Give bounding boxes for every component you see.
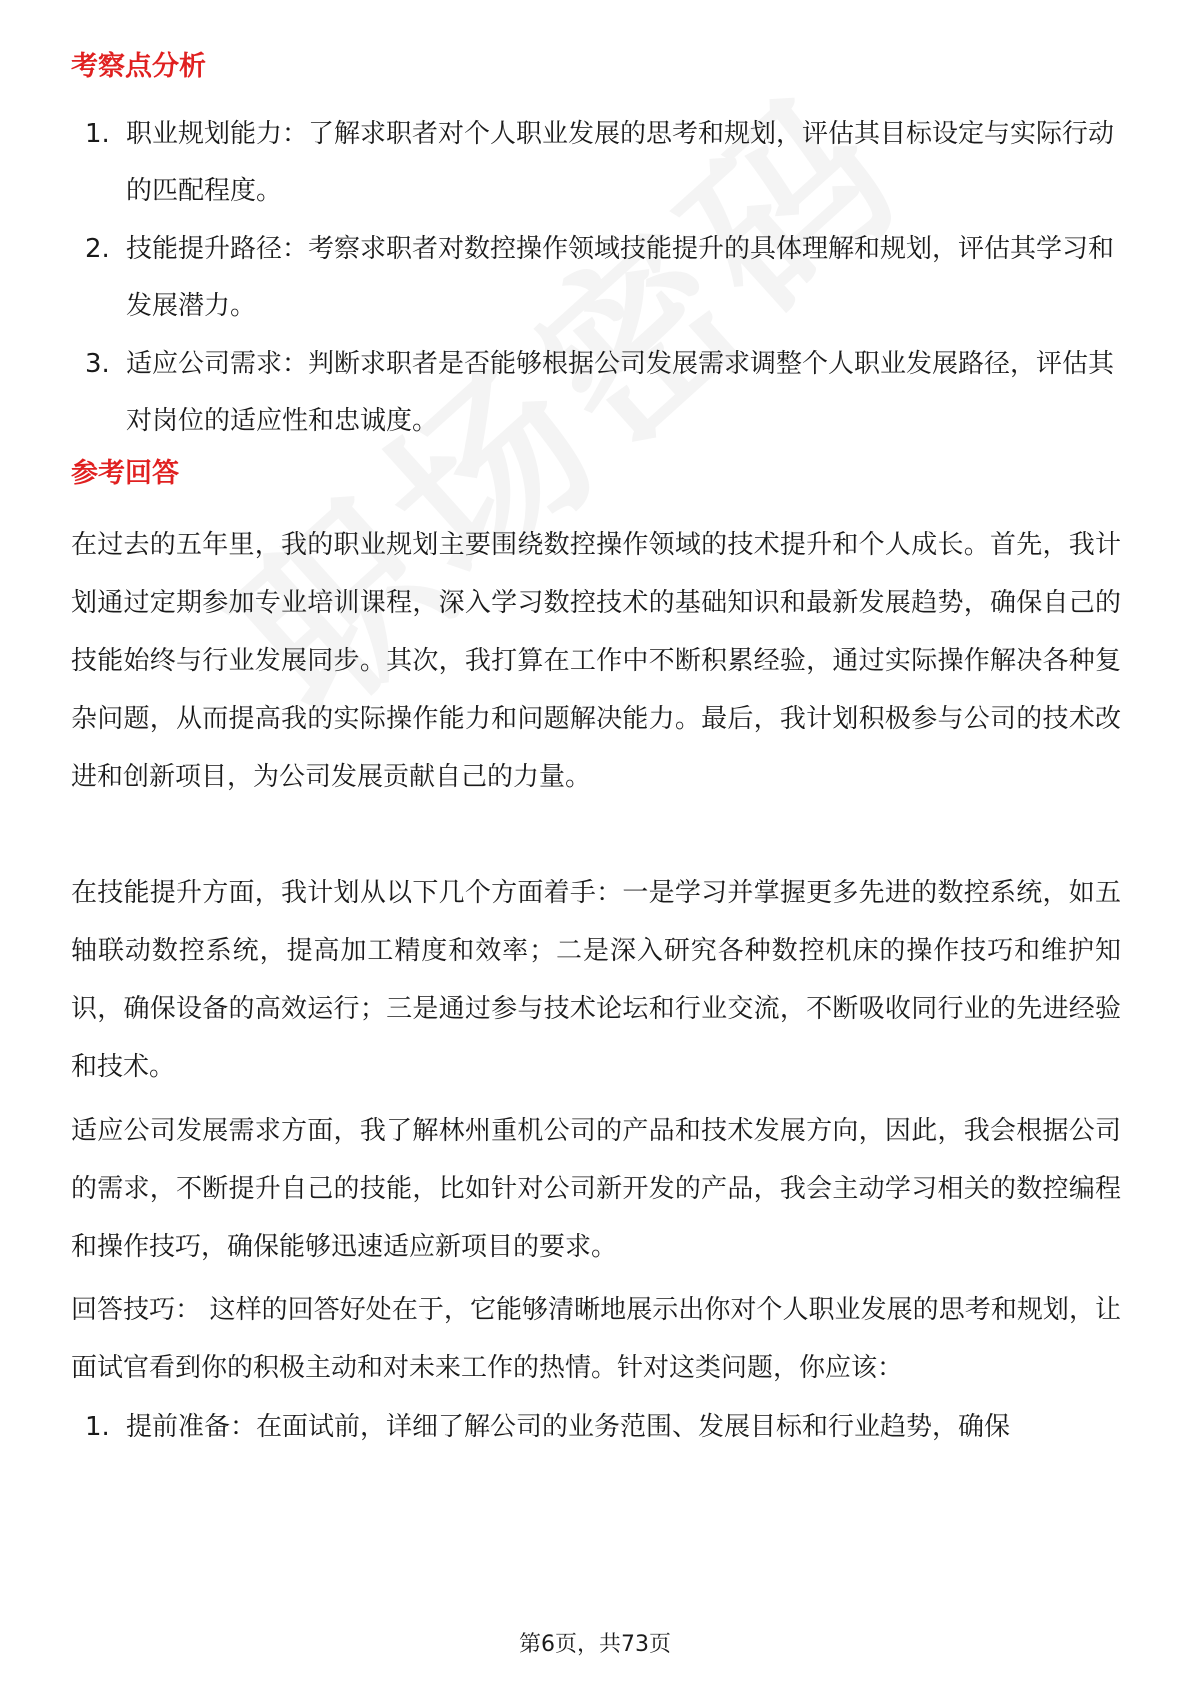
- list-item-text: 技能提升路径：考察求职者对数控操作领域技能提升的具体理解和规划，评估其学习和发展潜力。: [126, 234, 1115, 321]
- answer-paragraph-1: 在过去的五年里，我的职业规划主要围绕数控操作领域的技术提升和个人成长。首先，我计划通过定期参加专业培训课程，深入学习数控技术的基础知识和最新发展趋势，确保自己的技能始终与行业发展同步。其次，我打算在工作中不断积累经验，通过实际操作解决各种复杂问题，从而提高我的实际操作能力和问题解决能力。最后，我计划积极参与公司的技术改进和创新项目，为公司发展贡献自己的力量。: [71, 530, 1121, 792]
- list-item: [71, 336, 1121, 450]
- list-item: [71, 106, 1121, 220]
- list-item: [71, 1399, 1121, 1456]
- section-title-answer: 参考回答: [71, 458, 179, 489]
- tips-list: [71, 1399, 1121, 1456]
- list-number: 2.: [85, 234, 110, 264]
- list-number: 1.: [85, 1412, 110, 1442]
- answer-tips-paragraph: 回答技巧： 这样的回答好处在于，它能够清晰地展示出你对个人职业发展的思考和规划，让面试官看到你的积极主动和对未来工作的热情。针对这类问题，你应该：: [71, 1295, 1121, 1383]
- list-item-text: 提前准备：在面试前，详细了解公司的业务范围、发展目标和行业趋势，确保: [126, 1412, 1011, 1442]
- list-item: [71, 221, 1121, 335]
- list-number: 3.: [85, 349, 110, 379]
- answer-paragraph-2: 在技能提升方面，我计划从以下几个方面着手：一是学习并掌握更多先进的数控系统，如五轴联动数控系统，提高加工精度和效率；二是深入研究各种数控机床的操作技巧和维护知识，确保设备的高效运行；三是通过参与技术论坛和行业交流，不断吸收同行业的先进经验和技术。: [71, 878, 1121, 1082]
- page-footer: 第6页，共73页: [519, 1632, 671, 1657]
- list-item-text: 适应公司需求：判断求职者是否能够根据公司发展需求调整个人职业发展路径，评估其对岗位的适应性和忠诚度。: [126, 349, 1115, 436]
- answer-paragraph-3: 适应公司发展需求方面，我了解林州重机公司的产品和技术发展方向，因此，我会根据公司的需求，不断提升自己的技能，比如针对公司新开发的产品，我会主动学习相关的数控编程和操作技巧，确保能够迅速适应新项目的要求。: [71, 1116, 1121, 1262]
- section-title-analysis: 考察点分析: [71, 51, 206, 82]
- analysis-list: [71, 106, 1121, 450]
- list-item-text: 职业规划能力：了解求职者对个人职业发展的思考和规划，评估其目标设定与实际行动的匹配程度。: [126, 119, 1115, 206]
- list-number: 1.: [85, 119, 110, 149]
